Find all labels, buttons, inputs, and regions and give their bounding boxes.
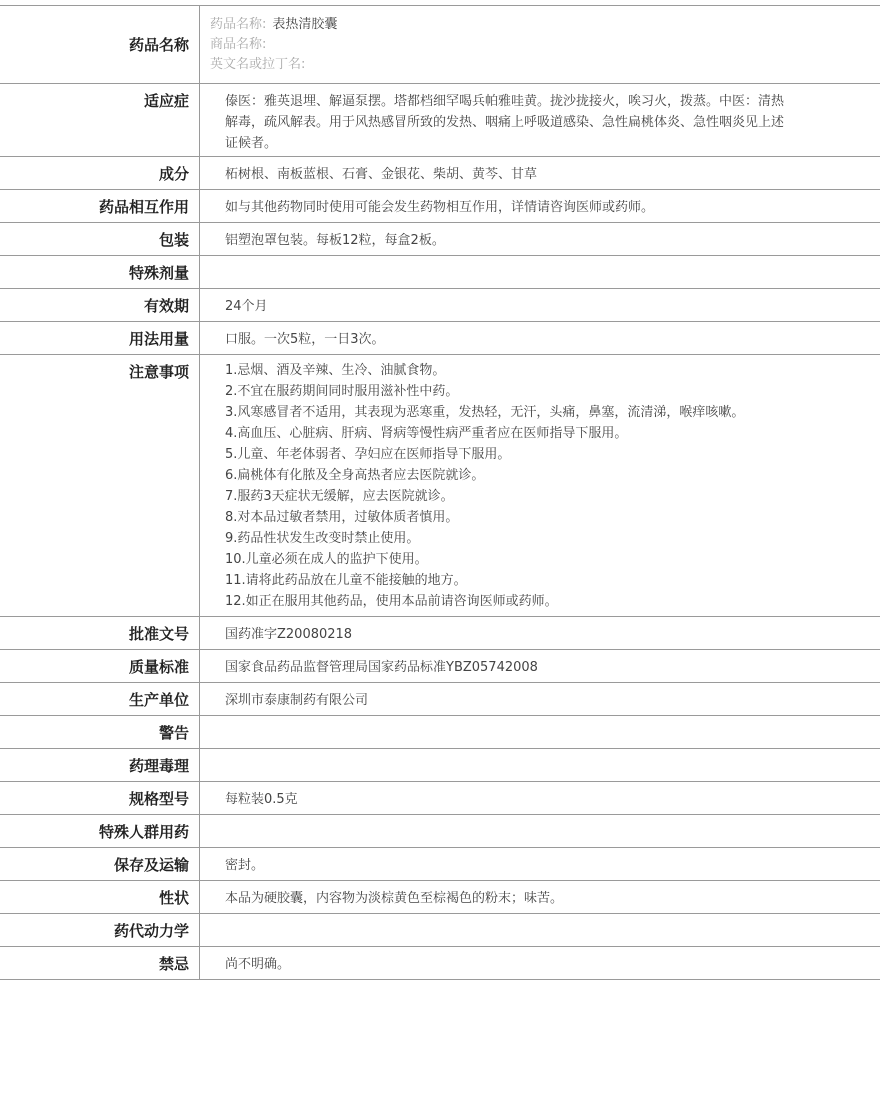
- row-label: 用法用量: [0, 322, 200, 354]
- row-indications: [0, 84, 880, 157]
- shelf-life-value: 24个月: [225, 299, 268, 314]
- list-item: 5.儿童、年老体弱者、孕妇应在医师指导下服用。: [225, 447, 511, 462]
- row-label: 特殊剂量: [0, 256, 200, 288]
- row-approval: [0, 617, 880, 650]
- row-label: 成分: [0, 157, 200, 189]
- list-item: 10.儿童必须在成人的监护下使用。: [225, 552, 428, 567]
- row-label: 质量标准: [0, 650, 200, 682]
- row-label: 禁忌: [0, 947, 200, 979]
- generic-name-line: [210, 15, 870, 35]
- row-toxicology: [0, 749, 880, 782]
- ingredients-value: 柘树根、南板蓝根、石膏、金银花、柴胡、黄芩、甘草: [225, 167, 538, 182]
- row-label: 生产单位: [0, 683, 200, 715]
- list-item: 12.如正在服用其他药品，使用本品前请咨询医师或药师。: [225, 594, 558, 609]
- row-label: 适应症: [0, 84, 200, 156]
- row-label: 有效期: [0, 289, 200, 321]
- list-item: 11.请将此药品放在儿童不能接触的地方。: [225, 573, 467, 588]
- row-label: 药品名称: [0, 6, 200, 83]
- indications-value: 傣医：雅英退埋、解逼泵摆。塔都档细罕喝兵帕雅哇黄。拢沙拢接火，唉习火，拨蒸。中医：清热解毒，疏风解表。用于风热感冒所致的发热、咽痛上呼吸道感染、急性扁桃体炎、急性咽炎见上述证候者。: [225, 94, 785, 151]
- row-standard: [0, 650, 880, 683]
- notes-value: [200, 355, 880, 616]
- generic-name-key: 药品名称:: [210, 17, 267, 32]
- row-label: 性状: [0, 881, 200, 913]
- row-label: 特殊人群用药: [0, 815, 200, 847]
- row-storage: [0, 848, 880, 881]
- row-manufacturer: [0, 683, 880, 716]
- row-ingredients: [0, 157, 880, 190]
- row-warning: [0, 716, 880, 749]
- english-name-key: 英文名或拉丁名:: [210, 57, 306, 72]
- row-label: 批准文号: [0, 617, 200, 649]
- row-shelf-life: [0, 289, 880, 322]
- appearance-value: 本品为硬胶囊，内容物为淡棕黄色至棕褐色的粉末；味苦。: [225, 891, 564, 906]
- trade-name-key: 商品名称:: [210, 37, 267, 52]
- row-usage: [0, 322, 880, 355]
- row-label: 药品相互作用: [0, 190, 200, 222]
- row-label: 警告: [0, 716, 200, 748]
- row-special-population: [0, 815, 880, 848]
- storage-value: 密封。: [225, 858, 265, 873]
- warning-value: [200, 716, 880, 748]
- row-interactions: [0, 190, 880, 223]
- list-item: 8.对本品过敏者禁用，过敏体质者慎用。: [225, 510, 459, 525]
- row-label: 注意事项: [0, 355, 200, 616]
- row-notes: [0, 355, 880, 617]
- row-special-dosage: [0, 256, 880, 289]
- list-item: 1.忌烟、酒及辛辣、生冷、油腻食物。: [225, 363, 446, 378]
- list-item: 6.扁桃体有化脓及全身高热者应去医院就诊。: [225, 468, 485, 483]
- interactions-value: 如与其他药物同时使用可能会发生药物相互作用，详情请咨询医师或药师。: [225, 200, 655, 215]
- packaging-value: 铝塑泡罩包装。每板12粒，每盒2板。: [225, 233, 445, 248]
- row-label: 保存及运输: [0, 848, 200, 880]
- row-appearance: [0, 881, 880, 914]
- row-drug-name: [0, 6, 880, 84]
- list-item: 7.服药3天症状无缓解，应去医院就诊。: [225, 489, 454, 504]
- drug-info-table: [0, 5, 880, 980]
- trade-name-line: [210, 35, 870, 55]
- row-pharmacokinetics: [0, 914, 880, 947]
- english-name-line: [210, 55, 870, 75]
- row-packaging: [0, 223, 880, 256]
- row-label: 包装: [0, 223, 200, 255]
- specification-value: 每粒装0.5克: [225, 792, 298, 807]
- row-contraindications: [0, 947, 880, 980]
- row-label: 药代动力学: [0, 914, 200, 946]
- special-dosage-value: [200, 256, 880, 288]
- list-item: 2.不宜在服药期间同时服用滋补性中药。: [225, 384, 459, 399]
- list-item: 9.药品性状发生改变时禁止使用。: [225, 531, 420, 546]
- pharmacokinetics-value: [200, 914, 880, 946]
- drug-name-values: [200, 6, 880, 83]
- standard-value: 国家食品药品监督管理局国家药品标准YBZ05742008: [225, 660, 538, 675]
- generic-name-value: 表热清胶囊: [272, 17, 338, 32]
- row-specification: [0, 782, 880, 815]
- usage-value: 口服。一次5粒，一日3次。: [225, 332, 385, 347]
- approval-value: 国药准字Z20080218: [225, 627, 353, 642]
- contraindications-value: 尚不明确。: [225, 957, 291, 972]
- special-population-value: [200, 815, 880, 847]
- row-label: 规格型号: [0, 782, 200, 814]
- list-item: 3.风寒感冒者不适用，其表现为恶寒重，发热轻，无汗，头痛，鼻塞，流清涕，喉痒咳嗽。: [225, 405, 745, 420]
- notes-list: [225, 360, 786, 612]
- toxicology-value: [200, 749, 880, 781]
- list-item: 4.高血压、心脏病、肝病、肾病等慢性病严重者应在医师指导下服用。: [225, 426, 628, 441]
- row-label: 药理毒理: [0, 749, 200, 781]
- manufacturer-value: 深圳市泰康制药有限公司: [225, 693, 369, 708]
